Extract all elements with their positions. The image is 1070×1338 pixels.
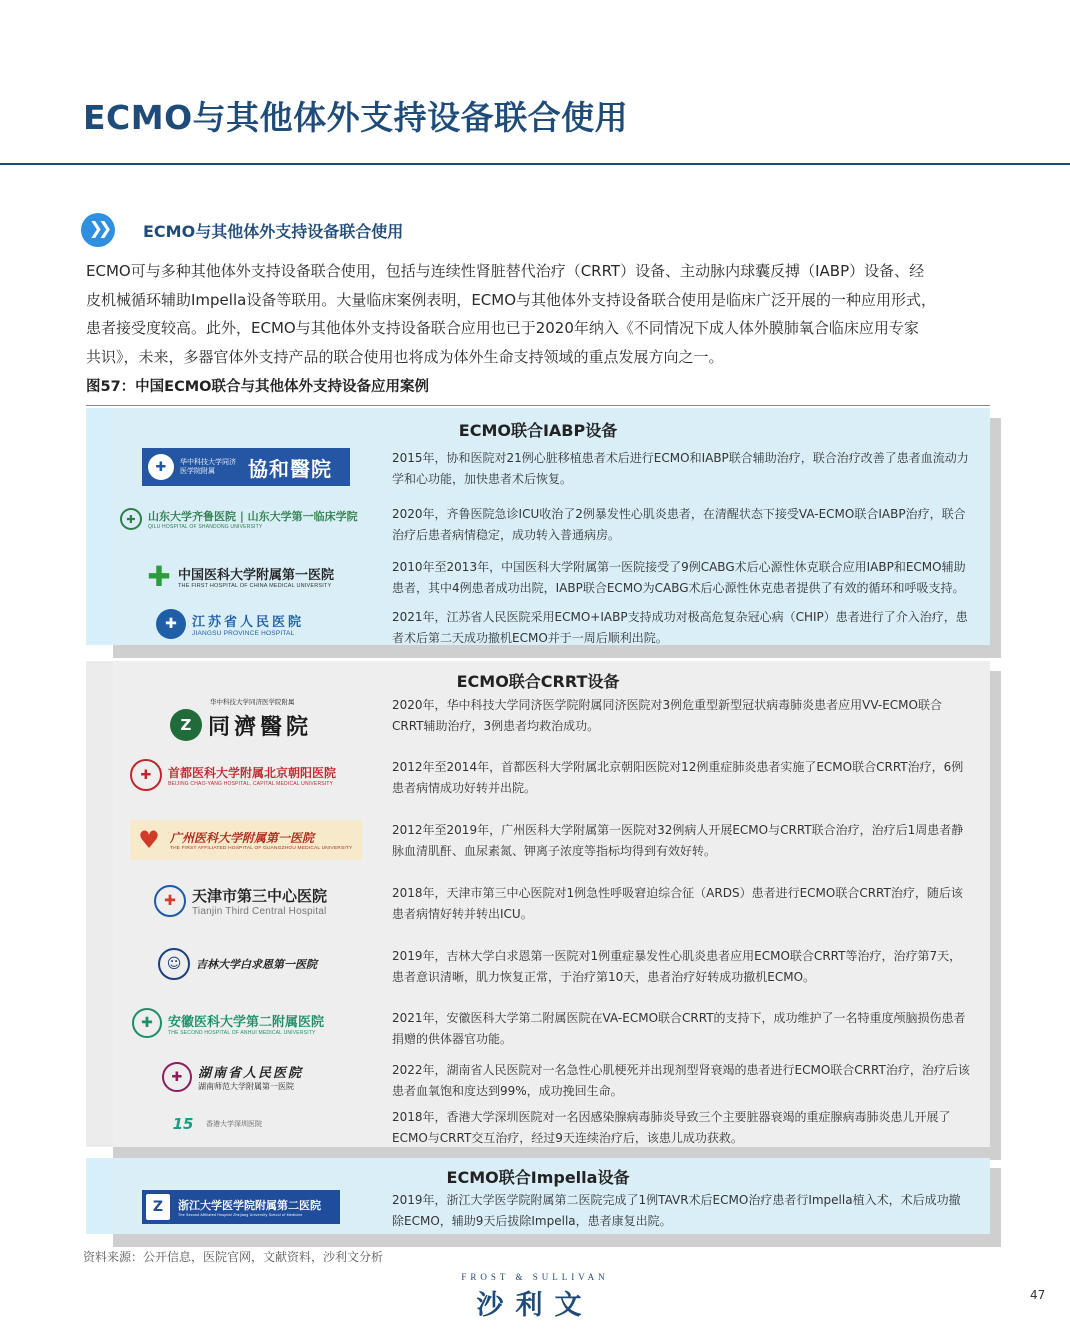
hospital-logo [154, 885, 327, 917]
panel-title: ECMO联合IABP设备 [458, 421, 618, 440]
logo-english: QILU HOSPITAL OF SHANDONG UNIVERSITY [148, 524, 263, 530]
intro-line: 共识》，未来，多器官体外支持产品的联合使用也将成为体外生命支持领域的重点发展方向之一。 [86, 347, 724, 366]
logo-english: JIANGSU PROVINCE HOSPITAL [192, 630, 295, 637]
hospital-logo [166, 1109, 262, 1139]
logo-name: 安徽医科大学第二附属医院 [168, 1014, 325, 1030]
medical-cross-icon: ✚ [147, 559, 171, 593]
hospital-emblem-icon: ✚ [132, 1008, 162, 1038]
case-description: 2019年，浙江大学医学院附属第二医院完成了1例TAVR术后ECMO治疗患者行Impella植入术，术后成功撤除ECMO，辅助9天后拔除Impella，患者康复出院。 [392, 1193, 961, 1228]
logo-name: 香港大学深圳医院 [206, 1120, 262, 1128]
logo-english: THE FIRST AFFILIATED HOSPITAL OF GUANGZHOU MEDICAL UNIVERSITY [170, 846, 353, 851]
section-heading: ECMO与其他体外支持设备联合使用 [143, 222, 404, 241]
logo-name: 山东大学齐鲁医院 | 山东大学第一临床学院 [148, 510, 358, 523]
panel-iabp [86, 408, 990, 645]
brand-logo [452, 1272, 618, 1322]
hospital-logo [142, 1190, 340, 1224]
case-description: 2010年至2013年，中国医科大学附属第一医院接受了9例CABG术后心源性休克联合应用IABP和ECMO辅助患者，其中4例患者成功出院，IABP联合ECMO为CABG术后心源性休克患者提供了有效的循环和呼吸支持。 [392, 560, 966, 595]
intro-paragraph [86, 257, 986, 371]
anniversary-emblem-icon: 15 [172, 1115, 194, 1133]
logo-name: 中国医科大学附属第一医院 [178, 567, 335, 583]
title-divider [0, 163, 1070, 165]
logo-english: THE FIRST HOSPITAL OF CHINA MEDICAL UNIVERSITY [178, 582, 332, 589]
intro-line: 皮机械循环辅助Impella设备等联用。大量临床案例表明，ECMO与其他体外支持设备联合使用是临床广泛开展的一种应用形式， [86, 290, 937, 309]
intro-line: ECMO可与多种其他体外支持设备联合使用，包括与连续性肾脏替代治疗（CRRT）设备、主动脉内球囊反搏（IABP）设备、经 [86, 262, 925, 280]
logo-name: 吉林大学白求恩第一医院 [196, 958, 317, 971]
logo-name: 首都医科大学附属北京朝阳医院 [168, 765, 337, 780]
case-description: 2020年，齐鲁医院急诊ICU收治了2例暴发性心肌炎患者，在清醒状态下接受VA-ECMO联合IABP治疗，联合治疗后患者病情稳定，成功转入普通病房。 [392, 507, 966, 542]
logo-english: THE SECOND HOSPITAL OF ANHUI MEDICAL UNIVERSITY [168, 1029, 316, 1036]
source-note: 资料来源：公开信息，医院官网，文献资料，沙利文分析 [83, 1250, 384, 1264]
logo-name: 協和醫院 [248, 456, 332, 481]
page-number: 47 [1030, 1288, 1046, 1302]
hospital-logo [132, 1008, 324, 1038]
logo-name: 浙江大学医学院附属第二医院 [178, 1199, 321, 1212]
heart-hands-icon: ♥ [138, 826, 160, 854]
hospital-emblem-icon: Z [146, 1194, 170, 1220]
hospital-logo [156, 609, 304, 639]
brand-chinese: 沙利文 [476, 1290, 594, 1321]
logo-name: 同濟醫院 [208, 713, 313, 740]
hospital-emblem-icon: ✚ [156, 609, 186, 639]
logo-subtitle: 华中科技大学同济医学院附属 [180, 458, 236, 475]
panel-title: ECMO联合CRRT设备 [456, 672, 620, 691]
figure-divider [86, 405, 990, 406]
hospital-logo [162, 1062, 303, 1092]
hospital-logo [142, 448, 350, 486]
case-description: 2019年，吉林大学白求恩第一医院对1例重症暴发性心肌炎患者应用ECMO联合CRRT等治疗，治疗第7天，患者意识清晰，肌力恢复正常，于治疗第10天，患者治疗好转成功撤机ECMO。 [392, 949, 962, 984]
bethune-portrait-icon: ☺ [158, 948, 190, 980]
hospital-logo [130, 759, 336, 791]
case-description: 2018年，天津市第三中心医院对1例急性呼吸窘迫综合征（ARDS）患者进行ECMO联合CRRT治疗，随后该患者病情好转并转出ICU。 [392, 886, 963, 921]
case-description: 2020年，华中科技大学同济医学院附属同济医院对3例危重型新型冠状病毒肺炎患者应用VV-ECMO联合CRRT辅助治疗，3例患者均救治成功。 [392, 698, 942, 733]
case-description: 2021年，江苏省人民医院采用ECMO+IABP支持成功对极高危复杂冠心病（CHIP）患者进行了介入治疗，患者术后第二天成功撤机ECMO并于一周后顺利出院。 [392, 610, 968, 645]
panel-impella [86, 1158, 990, 1234]
logo-name: 广州医科大学附属第一医院 [170, 831, 315, 845]
logo-english: BEIJING CHAO-YANG HOSPITAL, CAPITAL MEDICAL UNIVERSITY [168, 780, 334, 787]
case-description: 2021年，安徽医科大学第二附属医院在VA-ECMO联合CRRT的支持下，成功维护了一名特重度颅脑损伤患者捐赠的供体器官功能。 [392, 1011, 966, 1046]
hospital-logo [120, 508, 358, 530]
brand-english: FROST & SULLIVAN [461, 1272, 609, 1282]
logo-name: 江苏省人民医院 [192, 615, 305, 630]
hospital-logo [158, 948, 317, 980]
hospital-logo [170, 697, 312, 741]
panel-title: ECMO联合Impella设备 [446, 1168, 630, 1187]
case-description: 2018年，香港大学深圳医院对一名因感染腺病毒肺炎导致三个主要脏器衰竭的重症腺病毒肺炎患儿开展了ECMO与CRRT交互治疗，经过9天连续治疗后，该患儿成功获救。 [392, 1110, 951, 1145]
logo-subtitle: 华中科技大学同济医学院附属 [210, 698, 295, 706]
panel-crrt [86, 661, 990, 1147]
logo-english: The Second Affiliated Hospital Zhejiang University School of Medicine [178, 1213, 303, 1217]
hospital-logo [146, 559, 335, 593]
figure-caption: 图57：中国ECMO联合与其他体外支持设备应用案例 [86, 379, 429, 395]
hospital-emblem-icon: ✚ [148, 454, 174, 480]
hospital-emblem-icon: Z [170, 709, 202, 741]
hospital-emblem-icon: ✚ [154, 885, 186, 917]
hospital-emblem-icon: ✚ [162, 1062, 192, 1092]
logo-name: 湖南省人民医院 [198, 1066, 304, 1081]
intro-line: 患者接受度较高。此外，ECMO与其他体外支持设备联合应用也已于2020年纳入《不同情况下成人体外膜肺氧合临床应用专家 [86, 319, 919, 337]
case-description: 2012年至2019年，广州医科大学附属第一医院对32例病人开展ECMO与CRRT联合治疗，治疗后1周患者静脉血清肌酐、血尿素氮、钾离子浓度等指标均得到有效好转。 [392, 823, 964, 858]
page-title: ECMO与其他体外支持设备联合使用 [83, 98, 629, 137]
logo-name: 天津市第三中心医院 [192, 887, 328, 905]
hospital-logo [130, 820, 362, 860]
hospital-emblem-icon: ✚ [120, 508, 142, 530]
case-description: 2015年，协和医院对21例心脏移植患者术后进行ECMO和IABP联合辅助治疗，联合治疗改善了患者血流动力学和心功能，加快患者术后恢复。 [392, 451, 969, 486]
hospital-emblem-icon: ✚ [130, 759, 162, 791]
case-description: 2022年，湖南省人民医院对一名急性心肌梗死并出现剂型肾衰竭的患者进行ECMO联合CRRT治疗，治疗后该患者血氧饱和度达到99%，成功挽回生命。 [392, 1063, 970, 1098]
double-chevron-right-icon: ❯❯ [81, 213, 115, 247]
logo-subtitle: 湖南师范大学附属第一医院 [198, 1082, 294, 1091]
case-description: 2012年至2014年，首都医科大学附属北京朝阳医院对12例重症肺炎患者实施了ECMO联合CRRT治疗，6例患者病情成功好转并出院。 [392, 760, 964, 795]
logo-english: Tianjin Third Central Hospital [192, 906, 327, 917]
